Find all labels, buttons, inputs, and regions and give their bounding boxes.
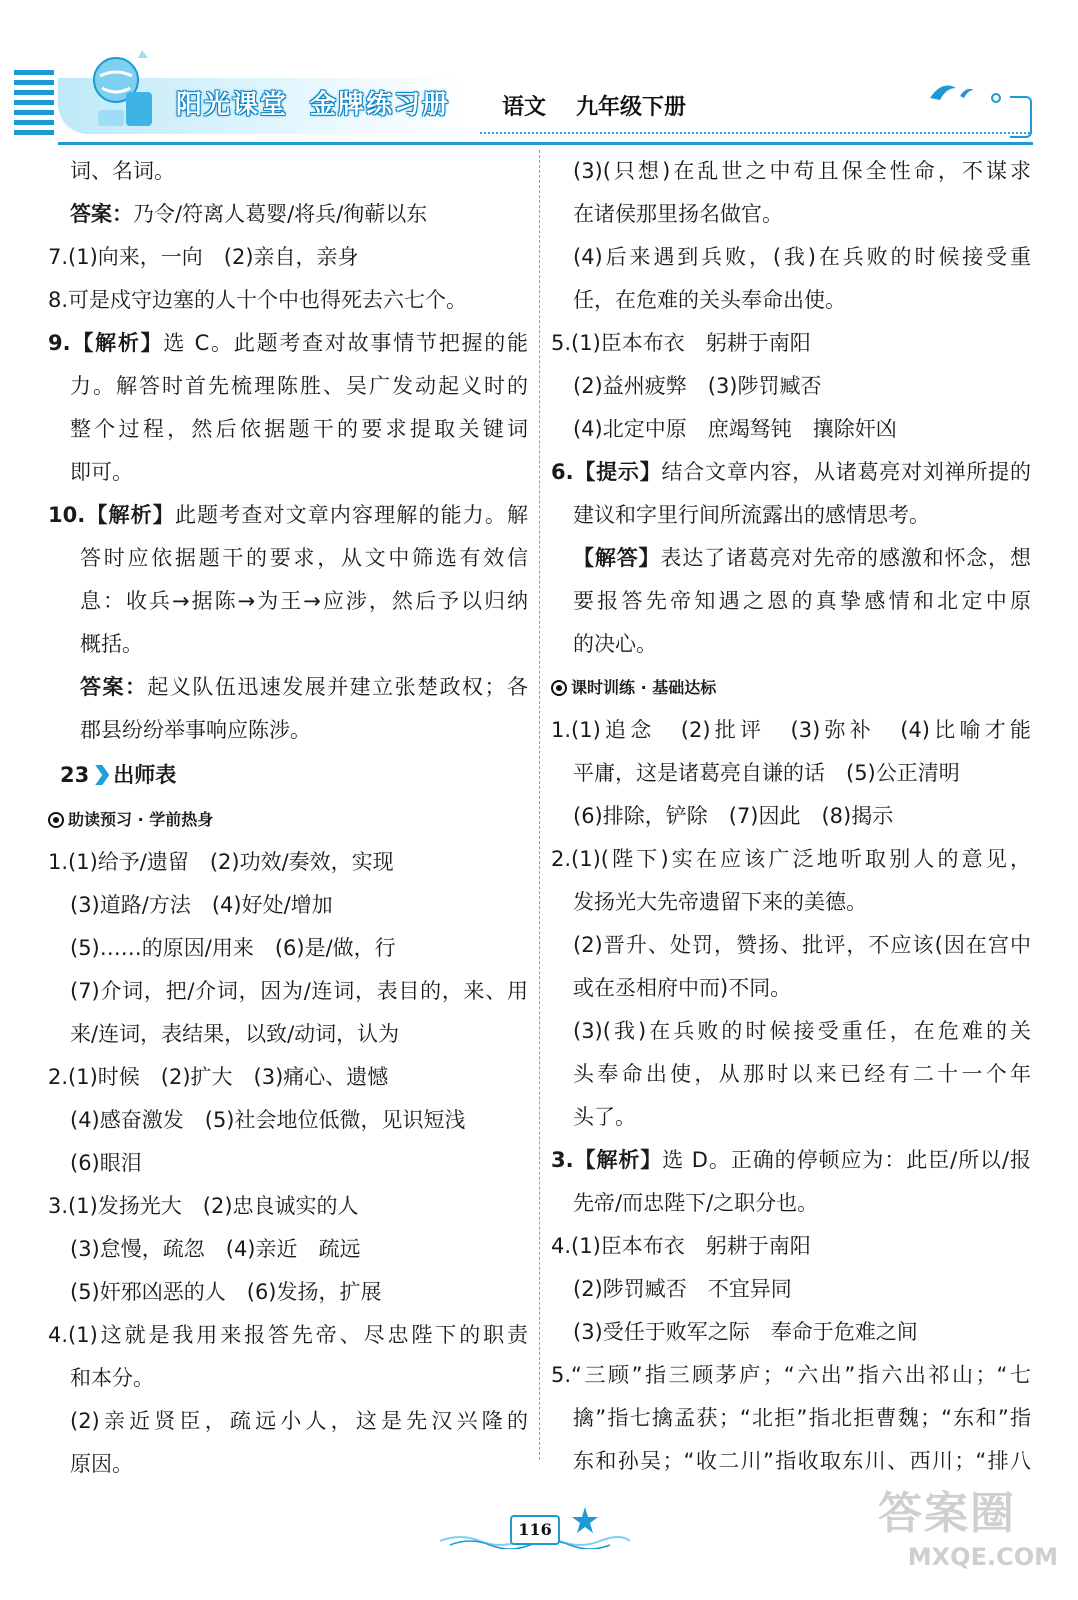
brand-title-2: 金牌练习册 xyxy=(310,90,451,120)
text-line: 东和孙吴；“收二川”指收取东川、西川；“排八 xyxy=(573,1449,1031,1473)
star-icon xyxy=(570,1505,600,1535)
page-header xyxy=(0,0,1078,150)
text-line: 力。解答时首先梳理陈胜、吴广发动起义时的 xyxy=(70,374,528,398)
text-line: (5)奸邪凶恶的人 (6)发扬，扩展 xyxy=(70,1280,382,1304)
left-column xyxy=(48,150,528,1486)
text-line: (3)(我)在兵败的时候接受重任，在危难的关 xyxy=(573,1019,1031,1043)
text-line: 2.(1)(陛下)实在应该广泛地听取别人的意见， xyxy=(551,847,1031,871)
header-stripes xyxy=(14,70,54,140)
analysis-text: 选 C。此题考查对故事情节把握的能 xyxy=(163,331,528,355)
text-line: 4.(1)臣本布衣 躬耕于南阳 xyxy=(551,1234,811,1258)
text-line: (6)眼泪 xyxy=(70,1151,142,1175)
text-line: 5.“三顾”指三顾茅庐；“六出”指六出祁山；“七 xyxy=(551,1363,1031,1387)
grade-label: 九年级下册 xyxy=(576,95,687,120)
answer-line xyxy=(48,666,528,709)
watermark xyxy=(878,1488,1068,1588)
text-line: 概括。 xyxy=(80,632,143,656)
header-dotted-rule xyxy=(480,132,1030,134)
solution-text: 表达了诸葛亮对先帝的感激和怀念，想 xyxy=(660,546,1032,570)
birds-icon xyxy=(920,70,1020,110)
brand-title-1: 阳光课堂 xyxy=(176,90,289,120)
header-rule xyxy=(58,142,1033,145)
text-line: 原因。 xyxy=(70,1452,133,1476)
subheading xyxy=(48,798,528,841)
text-line: (5)……的原因/用来 (6)是/做，行 xyxy=(70,936,396,960)
text-line: 要报答先帝知遇之恩的真挚感情和北定中原 xyxy=(573,589,1031,613)
subheading xyxy=(551,666,1031,709)
text-line: 平庸，这是诸葛亮自谦的话 (5)公正清明 xyxy=(573,761,960,785)
hint-text: 结合文章内容，从诸葛亮对刘禅所提的 xyxy=(661,460,1031,484)
watermark-text: 答案圈 xyxy=(878,1488,1016,1539)
bullet-icon xyxy=(551,680,567,696)
globe-mascot-icon xyxy=(90,40,160,130)
answer-text: 乃令/符离人葛婴/将兵/徇蕲以东 xyxy=(133,202,428,226)
text-line: (2)陟罚臧否 不宜异同 xyxy=(573,1277,792,1301)
text-line: (3)受任于败军之际 奉命于危难之间 xyxy=(573,1320,918,1344)
analysis-label: 9.【解析】 xyxy=(48,331,164,355)
page-footer xyxy=(440,1505,630,1555)
analysis-label: 3.【解析】 xyxy=(551,1148,663,1172)
text-line: 的决心。 xyxy=(573,632,657,656)
text-line: (2)益州疲弊 (3)陟罚臧否 xyxy=(573,374,822,398)
text-line: (3)怠慢，疏忽 (4)亲近 疏远 xyxy=(70,1237,361,1261)
analysis-line xyxy=(48,322,528,365)
text-line: 任，在危难的关头奉命出使。 xyxy=(573,288,846,312)
text-line: (3)(只想)在乱世之中苟且保全性命，不谋求 xyxy=(573,159,1031,183)
section-number: 23 xyxy=(60,763,90,787)
text-line: 头了。 xyxy=(573,1105,636,1129)
hint-line xyxy=(551,451,1031,494)
text-line: 郡县纷纷举事响应陈涉。 xyxy=(80,718,311,742)
text-line: 5.(1)臣本布衣 躬耕于南阳 xyxy=(551,331,811,355)
section-title xyxy=(48,752,528,798)
analysis-text: 此题考查对文章内容理解的能力。解 xyxy=(174,503,529,527)
text-line: 在诸侯那里扬名做官。 xyxy=(573,202,783,226)
column-divider xyxy=(539,150,540,1460)
text-line: 即可。 xyxy=(70,460,133,484)
text-line: 整个过程，然后依据题干的要求提取关键词 xyxy=(70,417,528,441)
answer-text: 起义队伍迅速发展并建立张楚政权；各 xyxy=(147,675,528,699)
text-line: 7.(1)向来，一向 (2)亲自，亲身 xyxy=(48,245,359,269)
page-number: 116 xyxy=(510,1515,560,1545)
text-line: (4)感奋激发 (5)社会地位低微，见识短浅 xyxy=(70,1108,466,1132)
solution-line xyxy=(551,537,1031,580)
bullet-icon xyxy=(48,812,64,828)
text-line: (7)介词，把/介词，因为/连词，表目的，来、用 xyxy=(70,979,528,1003)
text-line: 1.(1)给予/遗留 (2)功效/奏效，实现 xyxy=(48,850,394,874)
analysis-line xyxy=(48,494,528,537)
text-line: 词、名词。 xyxy=(70,159,175,183)
text-line: (2)亲近贤臣，疏远小人，这是先汉兴隆的 xyxy=(70,1409,528,1433)
text-line: 或在丞相府中而)不同。 xyxy=(573,976,792,1000)
analysis-line xyxy=(551,1139,1031,1182)
text-line: 建议和字里行间所流露出的感情思考。 xyxy=(573,503,930,527)
text-line: 答时应依据题干的要求，从文中筛选有效信 xyxy=(80,546,528,570)
text-line: 3.(1)发扬光大 (2)忠良诚实的人 xyxy=(48,1194,359,1218)
text-line: (4)后来遇到兵败，(我)在兵败的时候接受重 xyxy=(573,245,1031,269)
watermark-url: MXQE.COM xyxy=(907,1543,1058,1571)
text-line: 息：收兵→据陈→为王→应涉，然后予以归纳 xyxy=(80,589,528,613)
text-line: 8.可是戍守边塞的人十个中也得死去六七个。 xyxy=(48,288,468,312)
answer-label: 答案： xyxy=(80,675,148,699)
right-column xyxy=(551,150,1031,1483)
subject-label: 语文 xyxy=(502,95,547,120)
hint-label: 6.【提示】 xyxy=(551,460,662,484)
analysis-label: 10.【解析】 xyxy=(48,503,175,527)
chevron-right-icon xyxy=(95,765,109,785)
subheading-text: 助读预习 · 学前热身 xyxy=(68,810,214,829)
text-line: 1.(1)追念 (2)批评 (3)弥补 (4)比喻才能 xyxy=(551,718,1031,742)
text-line: (2)晋升、处罚，赞扬、批评，不应该(因在宫中 xyxy=(573,933,1031,957)
answer-line xyxy=(48,193,528,236)
solution-label: 【解答】 xyxy=(573,546,661,570)
text-line: 来/连词，表结果，以致/动词，认为 xyxy=(70,1022,400,1046)
text-line: 先帝/而忠陛下/之职分也。 xyxy=(573,1191,819,1215)
text-line: 头奉命出使，从那时以来已经有二十一个年 xyxy=(573,1062,1031,1086)
text-line: 2.(1)时候 (2)扩大 (3)痛心、遗憾 xyxy=(48,1065,389,1089)
subheading-text: 课时训练 · 基础达标 xyxy=(571,678,717,697)
text-line: 擒”指七擒孟获；“北拒”指北拒曹魏；“东和”指 xyxy=(573,1406,1031,1430)
text-line: 和本分。 xyxy=(70,1366,154,1390)
text-line: 发扬光大先帝遗留下来的美德。 xyxy=(573,890,867,914)
header-endcap xyxy=(1010,96,1032,138)
answer-label: 答案： xyxy=(70,202,133,226)
text-line: 4.(1)这就是我用来报答先帝、尽忠陛下的职责 xyxy=(48,1323,528,1347)
text-line: (6)排除，铲除 (7)因此 (8)揭示 xyxy=(573,804,894,828)
text-line: (3)道路/方法 (4)好处/增加 xyxy=(70,893,333,917)
section-title-text: 出师表 xyxy=(113,763,177,787)
text-line: (4)北定中原 庶竭驽钝 攘除奸凶 xyxy=(573,417,897,441)
analysis-text: 选 D。正确的停顿应为：此臣/所以/报 xyxy=(662,1148,1031,1172)
